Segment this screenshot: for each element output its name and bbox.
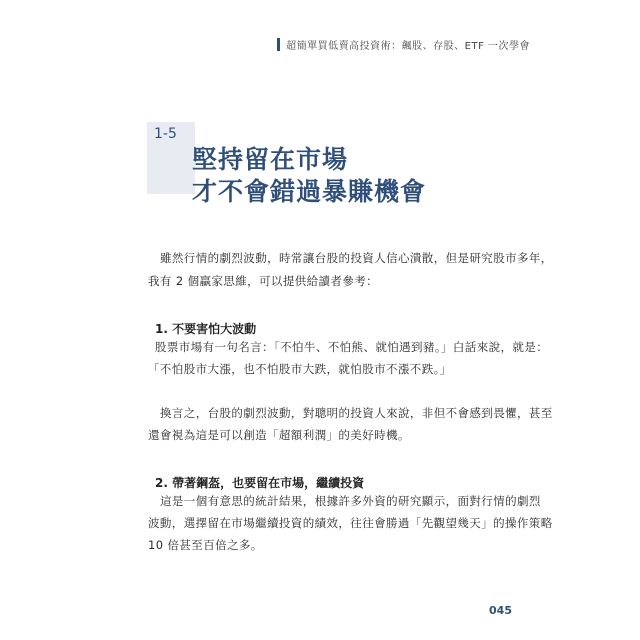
section-2-line-3: 10 倍甚至百倍之多。 [148,538,263,552]
section-1-line-3: 換言之，台股的劇烈波動，對聰明的投資人來說，非但不會感到畏懼，甚至 [160,406,553,420]
section-1-line-4: 還會視為這是可以創造「超額利潤」的美好時機。 [148,428,410,442]
section-1-line-1: 股票市場有一句名言：「不怕牛、不怕熊、就怕遇到豬。」白話來說，就是： [155,340,549,354]
chapter-number: 1-5 [154,126,177,142]
chapter-title-line-1: 堅持留在市場 [192,145,349,174]
intro-line-2: 我有 2 個贏家思維，可以提供給讀者參考： [148,274,379,288]
section-1-heading: 1. 不要害怕大波動 [155,322,257,336]
section-2-line-2: 波動，選擇留在市場繼續投資的績效，往往會勝過「先觀望幾天」的操作策略 [148,516,553,530]
intro-line-1: 雖然行情的劇烈波動，時常讓台股的投資人信心潰散，但是研究股市多年， [160,251,553,265]
running-header-text: 超簡單買低賣高投資術：飆股、存股、ETF 一次學會 [286,40,530,52]
chapter-title-line-2: 才不會錯過暴賺機會 [192,177,427,206]
running-header [277,37,530,51]
page-number: 045 [489,604,512,617]
section-2-line-1: 這是一個有意思的統計結果，根據許多外資的研究顯示，面對行情的劇烈 [160,494,541,508]
header-accent-bar [277,38,280,51]
section-2-heading: 2. 帶著鋼盔，也要留在市場，繼續投資 [155,476,365,490]
section-1-line-2: 「不怕股市大漲，也不怕股市大跌，就怕股市不漲不跌。」 [148,362,452,376]
